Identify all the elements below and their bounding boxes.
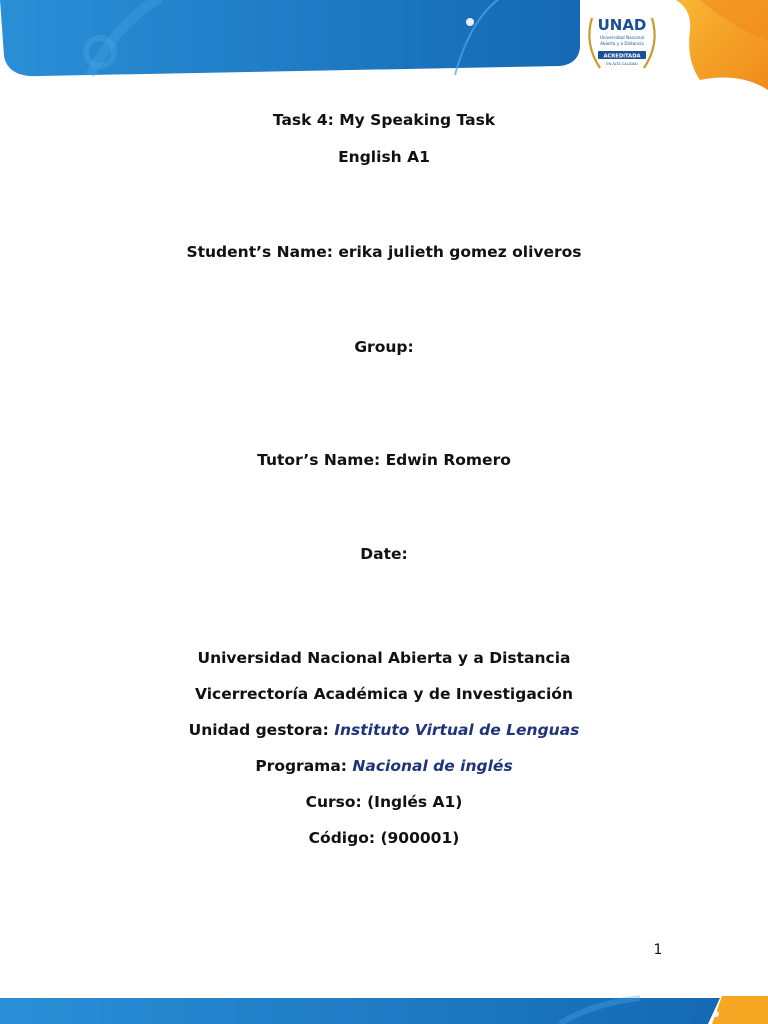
logo-unad-text: UNAD — [597, 16, 647, 34]
unit-value: Instituto Virtual de Lenguas — [334, 721, 580, 739]
university-name: Universidad Nacional Abierta y a Distancia — [197, 649, 571, 667]
student-line — [0, 242, 768, 262]
logo-line2: Abierta y a Distancia — [600, 41, 644, 46]
date-label: Date: — [360, 545, 408, 563]
unit-line — [0, 720, 768, 740]
task-title: Task 4: My Speaking Task — [272, 111, 496, 129]
vice-rectory: Vicerrectoría Académica y de Investigación — [195, 685, 573, 703]
course-line: Curso: (Inglés A1) — [305, 793, 463, 811]
footer-dot — [713, 1011, 719, 1017]
tutor-label: Tutor’s Name: — [257, 451, 381, 469]
course-title: English A1 — [338, 148, 430, 166]
tutor-line — [0, 450, 768, 470]
header-blue-wave — [0, 0, 580, 76]
header-dot — [466, 18, 474, 26]
logo-badge: ACREDITADA — [603, 53, 641, 60]
student-label: Student’s Name: — [186, 243, 333, 261]
footer-banner — [0, 994, 768, 1024]
logo-badge-sub: EN ALTA CALIDAD — [606, 62, 638, 66]
student-value: erika julieth gomez oliveros — [338, 243, 582, 261]
program-line — [0, 756, 768, 776]
page-number: 1 — [653, 942, 663, 958]
program-label: Programa: — [255, 757, 347, 775]
code-line: Código: (900001) — [308, 829, 460, 847]
program-value: Nacional de inglés — [352, 757, 513, 775]
unad-logo — [582, 8, 662, 74]
footer-orange-band — [712, 996, 768, 1024]
tutor-value: Edwin Romero — [385, 451, 511, 469]
logo-line1: Universidad Nacional — [599, 35, 645, 40]
unit-label: Unidad gestora: — [188, 721, 329, 739]
group-label: Group: — [354, 338, 414, 356]
